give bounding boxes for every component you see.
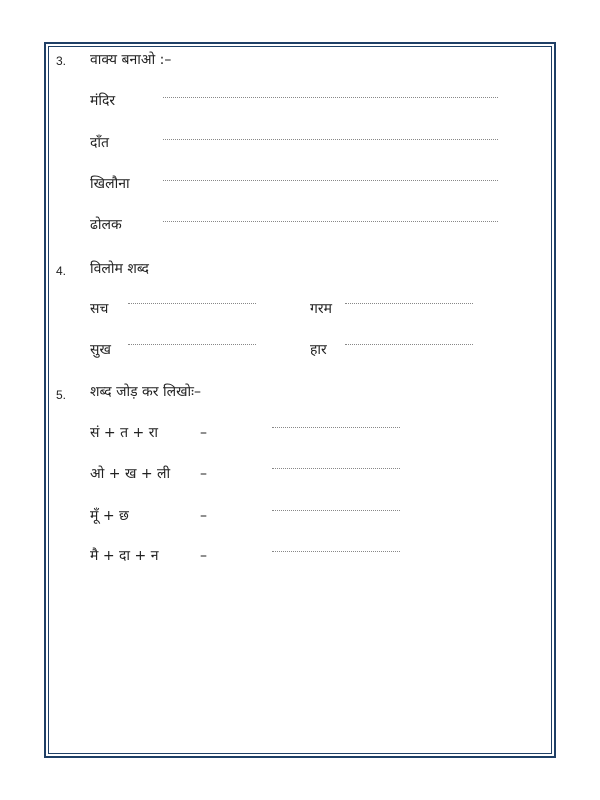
section-4-answer-line-3 — [128, 344, 256, 345]
section-5-answer-line-1 — [272, 427, 400, 428]
section-4-answer-line-2 — [345, 303, 473, 304]
section-5-answer-line-2 — [272, 468, 400, 469]
section-4-number: 4. — [56, 264, 67, 278]
section-3-word-2: दाँत — [90, 135, 110, 151]
section-3-title: वाक्य बनाओ :– — [90, 52, 172, 68]
section-3-answer-line-4 — [163, 221, 498, 222]
section-4-word-2: गरम — [310, 301, 332, 317]
section-3-answer-line-2 — [163, 139, 498, 140]
section-5-number: 5. — [56, 388, 67, 402]
section-4-answer-line-1 — [128, 303, 256, 304]
section-3-number: 3. — [56, 54, 67, 68]
section-4-word-4: हार — [310, 342, 327, 358]
section-5-dash-2: – — [200, 466, 207, 482]
section-3-word-4: ढोलक — [90, 217, 122, 233]
section-5-answer-line-3 — [272, 510, 400, 511]
section-5-dash-3: – — [200, 508, 207, 524]
section-5-parts-1: सं + त + रा — [90, 425, 159, 441]
section-5-dash-1: – — [200, 425, 207, 441]
section-5-parts-2: ओ + ख + ली — [90, 466, 171, 482]
section-5-parts-3: मूँ + छ — [90, 508, 129, 524]
section-5-title: शब्द जोड़ कर लिखोः– — [90, 384, 201, 400]
section-3-word-1: मंदिर — [90, 93, 116, 109]
section-3-answer-line-1 — [163, 97, 498, 98]
section-5-dash-4: – — [200, 548, 207, 564]
section-4-word-1: सच — [90, 301, 109, 317]
section-4-word-3: सुख — [90, 342, 111, 358]
section-5-answer-line-4 — [272, 551, 400, 552]
section-3-answer-line-3 — [163, 180, 498, 181]
section-3-word-3: खिलौना — [90, 176, 130, 192]
section-5-parts-4: मै + दा + न — [90, 548, 159, 564]
section-4-title: विलोम शब्द — [90, 261, 149, 277]
section-4-answer-line-4 — [345, 344, 473, 345]
